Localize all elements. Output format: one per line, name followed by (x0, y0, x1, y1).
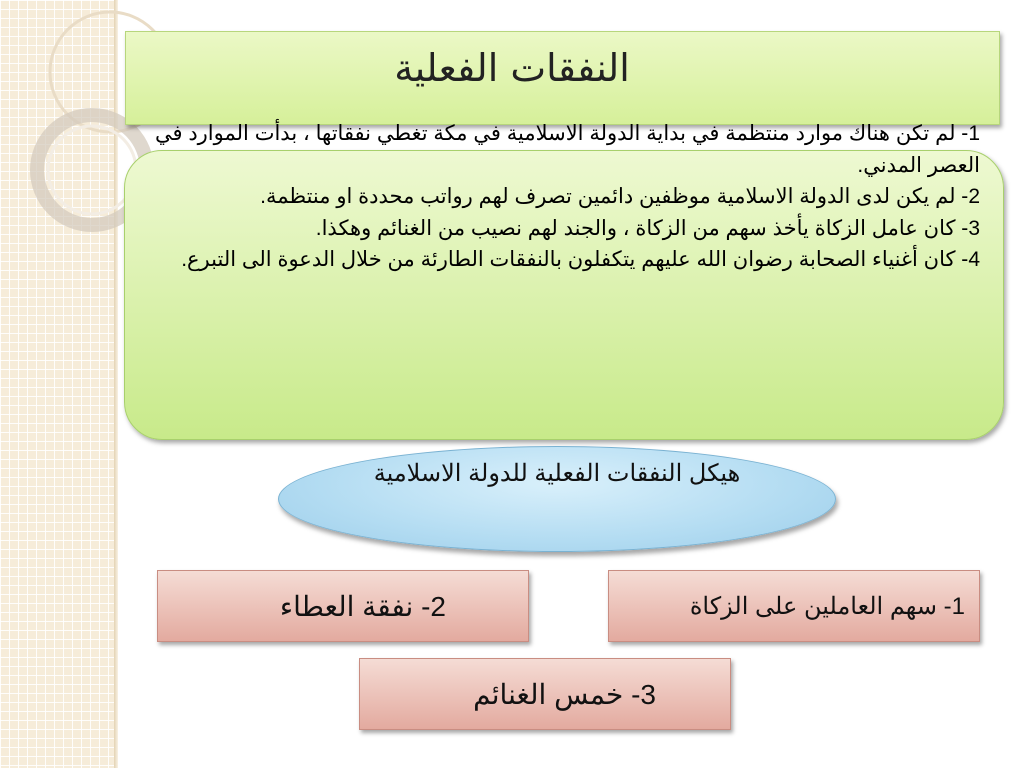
point-4: 4- كان أغنياء الصحابة رضوان الله عليهم يتكفلون بالنفقات الطارئة من خلال الدعوة الى التبرع. (181, 248, 980, 271)
item-3-label: 3- خمس الغنائم (473, 678, 656, 710)
item-box-stipend (157, 570, 529, 642)
points-list (130, 118, 980, 276)
item-1-label: 1- سهم العاملين على الزكاة (689, 592, 965, 620)
item-box-spoils-fifth (359, 658, 731, 730)
item-box-zakat-workers (608, 570, 980, 642)
item-2-label: 2- نفقة العطاء (279, 590, 446, 622)
point-3: 3- كان عامل الزكاة يأخذ سهم من الزكاة ، والجند لهم نصيب من الغنائم وهكذا. (315, 216, 980, 240)
point-2: 2- لم يكن لدى الدولة الاسلامية موظفين دائمين تصرف لهم رواتب محددة او منتظمة. (260, 185, 980, 208)
structure-heading: هيكل النفقات الفعلية للدولة الاسلامية (373, 460, 741, 487)
slide-title: النفقات الفعلية (394, 46, 630, 90)
point-1: 1- لم تكن هناك موارد منتظمة في بداية الدولة الاسلامية في مكة تغطي نفقاتها ، بدأت الموارد في العصر المدني. (154, 122, 980, 177)
